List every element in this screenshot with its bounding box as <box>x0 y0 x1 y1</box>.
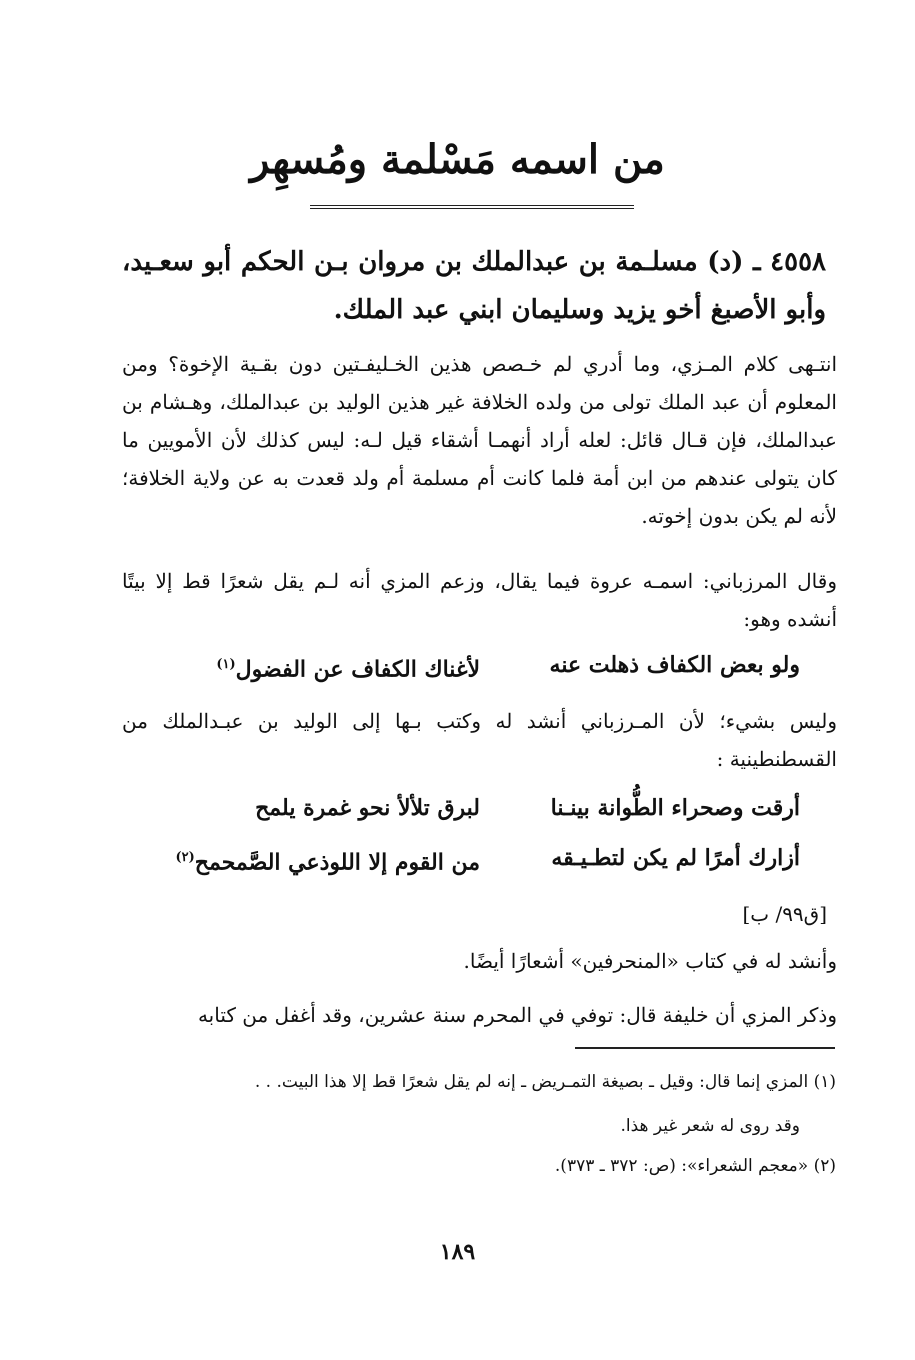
verse-1-second-text: لأغناك الكفاف عن الفضول <box>235 656 480 683</box>
verse-2-second-hemistich: لبرق تلألأ نحو غمرة يلمح <box>255 795 480 821</box>
paragraph-5: وذكر المزي أن خليفة قال: توفي في المحرم سنة عشرين، وقد أغفل من كتابه <box>197 1003 837 1027</box>
footnote-ref-1: (١) <box>216 657 236 672</box>
title-divider <box>310 205 634 209</box>
paragraph-1: انتـهى كلام المـزي، وما أدري لم خـصص هذين الخـليفـتين دون بقـية الإخوة؟ ومن المعلوم أن عبد الملك تولى من ولده الخلافة غير هذين الوليد بن عبدالملك، وهـشام بن عبدالملك، فإن قـال قائل: لعله أراد أنهمـا أشقاء قيل لـه: ليس كذلك لأن الأمويين ما كان يتولى عندهم من ابن أمة فلما كانت أم مسلمة أم ولد قعدت به عن ولاية الخلافة؛ لأنه لم يكن بدون إخوته. <box>122 352 837 528</box>
footnote-divider <box>575 1047 835 1049</box>
verse-2-first-hemistich: أرقت وصحراء الطُّوانة بينـنا <box>550 795 800 821</box>
footnote-2: (٢) «معجم الشعراء»: (ص: ٣٧٢ ـ ٣٧٣). <box>554 1156 836 1176</box>
page-number: ١٨٩ <box>439 1239 476 1265</box>
paragraph-4: وأنشد له في كتاب «المنحرفين» أشعارًا أيضًا. <box>463 949 837 973</box>
footnote-1-continuation: وقد روى له شعر غير هذا. <box>620 1116 800 1136</box>
verse-3-second-hemistich <box>160 838 480 882</box>
manuscript-folio-marker: [ق٩٩/ ب] <box>742 902 827 926</box>
paragraph-3: وليس بشيء؛ لأن المـرزباني أنشد له وكتب بـها إلى الوليد بن عبـدالملك من القسطنطينية : <box>122 709 837 771</box>
verse-1-first-hemistich: ولو بعض الكفاف ذهلت عنه <box>549 652 800 678</box>
entry-heading: ٤٥٥٨ ـ (د) مسلـمة بن عبدالملك بن مروان بـن الحكم أبو سعـيد، وأبو الأصبغ أخو يزيد وسليمان ابني عبد الملك. <box>122 247 826 325</box>
paragraph-2: وقال المرزباني: اسمـه عروة فيما يقال، وزعم المزي أنه لـم يقل شعرًا قط إلا بيتًا أنشده وهو: <box>122 569 837 631</box>
footnote-1: (١) المزي إنما قال: وقيل ـ بصيغة التمـريض ـ إنه لم يقل شعرًا قط إلا هذا البيت. . . <box>254 1072 836 1092</box>
footnote-ref-2: (٢) <box>175 850 195 865</box>
chapter-title: من اسمه مَسْلمة ومُسهِر <box>250 136 665 183</box>
verse-3-second-text: من القوم إلا اللوذعي الصَّمحمح <box>194 849 480 876</box>
verse-3-first-hemistich: أزارك أمرًا لم يكن لتطـيـقه <box>551 845 800 871</box>
verse-1-second-hemistich <box>160 645 480 689</box>
